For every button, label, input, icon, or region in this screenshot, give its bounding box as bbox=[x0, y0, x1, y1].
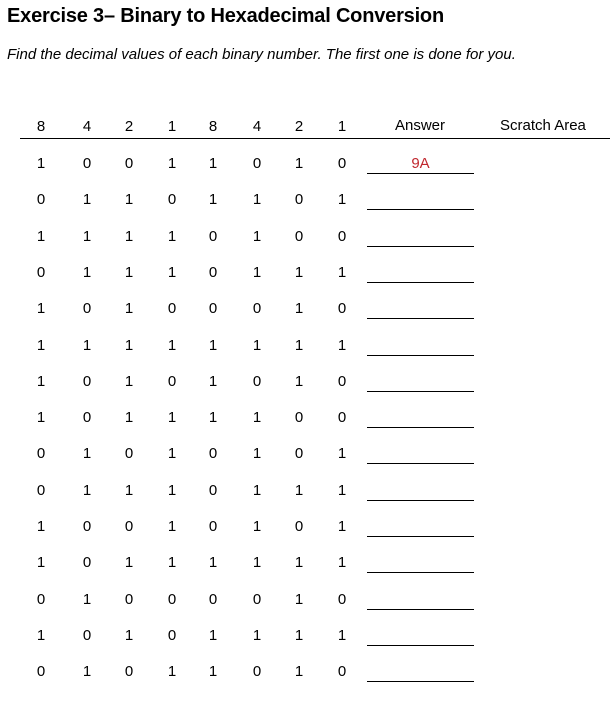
binary-digit: 1 bbox=[124, 300, 134, 318]
binary-digit: 1 bbox=[36, 155, 46, 172]
binary-digit: 1 bbox=[167, 554, 177, 572]
table-row bbox=[0, 590, 610, 614]
table-row bbox=[0, 227, 610, 251]
binary-digit: 0 bbox=[167, 626, 177, 644]
answer-blank[interactable] bbox=[367, 336, 474, 356]
binary-digit: 1 bbox=[82, 445, 92, 463]
binary-digit: 0 bbox=[36, 481, 46, 499]
answer-blank[interactable] bbox=[367, 481, 474, 501]
header-divider bbox=[20, 138, 610, 139]
binary-digit: 0 bbox=[294, 227, 304, 245]
binary-digit: 0 bbox=[294, 445, 304, 463]
binary-digit: 0 bbox=[337, 372, 347, 390]
binary-digit: 0 bbox=[82, 409, 92, 427]
binary-digit: 1 bbox=[252, 263, 262, 281]
binary-digit: 1 bbox=[294, 663, 304, 681]
table-row bbox=[0, 372, 610, 396]
binary-digit: 0 bbox=[82, 372, 92, 390]
binary-digit: 1 bbox=[208, 663, 218, 681]
binary-digit: 1 bbox=[124, 372, 134, 390]
binary-digit: 0 bbox=[337, 300, 347, 318]
table-row bbox=[0, 444, 610, 468]
answer-blank[interactable] bbox=[367, 444, 474, 464]
binary-digit: 0 bbox=[82, 626, 92, 644]
binary-digit: 1 bbox=[82, 336, 92, 354]
binary-digit: 0 bbox=[82, 554, 92, 572]
binary-digit: 0 bbox=[124, 155, 134, 172]
binary-digit: 0 bbox=[36, 663, 46, 681]
scratch-area-header: Scratch Area bbox=[500, 117, 586, 134]
page-title: Exercise 3– Binary to Hexadecimal Conversion bbox=[7, 5, 444, 27]
binary-digit: 1 bbox=[208, 336, 218, 354]
binary-digit: 0 bbox=[294, 518, 304, 535]
binary-digit: 1 bbox=[167, 445, 177, 463]
binary-digit: 1 bbox=[36, 300, 46, 318]
binary-digit: 1 bbox=[252, 227, 262, 245]
binary-digit: 1 bbox=[294, 336, 304, 354]
binary-digit: 1 bbox=[82, 590, 92, 608]
answer-blank[interactable] bbox=[367, 263, 474, 283]
binary-digit: 0 bbox=[208, 590, 218, 608]
binary-digit: 1 bbox=[337, 263, 347, 281]
binary-digit: 1 bbox=[252, 554, 262, 572]
binary-digit: 0 bbox=[337, 663, 347, 681]
binary-digit: 0 bbox=[124, 445, 134, 463]
binary-digit: 0 bbox=[167, 372, 177, 390]
binary-digit: 1 bbox=[337, 626, 347, 644]
binary-digit: 0 bbox=[36, 263, 46, 281]
binary-digit: 0 bbox=[82, 300, 92, 318]
binary-digit: 1 bbox=[337, 336, 347, 354]
binary-digit: 1 bbox=[36, 554, 46, 572]
binary-digit: 1 bbox=[82, 263, 92, 281]
binary-digit: 1 bbox=[252, 626, 262, 644]
place-value-header: 1 bbox=[337, 118, 347, 135]
binary-digit: 1 bbox=[167, 263, 177, 281]
place-value-header: 8 bbox=[36, 118, 46, 135]
binary-digit: 1 bbox=[124, 409, 134, 427]
binary-digit: 1 bbox=[294, 554, 304, 572]
binary-digit: 1 bbox=[124, 481, 134, 499]
binary-digit: 1 bbox=[167, 518, 177, 535]
binary-digit: 1 bbox=[252, 481, 262, 499]
binary-digit: 1 bbox=[294, 263, 304, 281]
binary-digit: 1 bbox=[294, 481, 304, 499]
answer-blank[interactable] bbox=[367, 662, 474, 682]
binary-digit: 0 bbox=[36, 191, 46, 209]
binary-digit: 1 bbox=[294, 300, 304, 318]
table-row bbox=[0, 517, 610, 541]
table-row bbox=[0, 263, 610, 287]
answer-blank[interactable] bbox=[367, 408, 474, 428]
binary-digit: 1 bbox=[208, 372, 218, 390]
binary-digit: 0 bbox=[208, 481, 218, 499]
place-value-header: 2 bbox=[294, 118, 304, 135]
binary-digit: 0 bbox=[337, 155, 347, 172]
binary-digit: 1 bbox=[337, 481, 347, 499]
binary-digit: 1 bbox=[82, 191, 92, 209]
binary-digit: 1 bbox=[36, 336, 46, 354]
binary-digit: 1 bbox=[167, 227, 177, 245]
binary-digit: 0 bbox=[167, 300, 177, 318]
binary-digit: 1 bbox=[36, 409, 46, 427]
binary-digit: 0 bbox=[252, 372, 262, 390]
binary-digit: 1 bbox=[124, 336, 134, 354]
binary-digit: 1 bbox=[252, 445, 262, 463]
table-row bbox=[0, 336, 610, 360]
place-value-header: 1 bbox=[167, 118, 177, 135]
binary-digit: 0 bbox=[294, 191, 304, 209]
answer-blank[interactable] bbox=[367, 227, 474, 247]
binary-digit: 1 bbox=[124, 263, 134, 281]
binary-digit: 1 bbox=[337, 518, 347, 535]
binary-digit: 0 bbox=[337, 227, 347, 245]
binary-digit: 1 bbox=[167, 336, 177, 354]
binary-digit: 0 bbox=[124, 590, 134, 608]
binary-digit: 0 bbox=[337, 590, 347, 608]
binary-digit: 1 bbox=[167, 481, 177, 499]
binary-digit: 1 bbox=[36, 227, 46, 245]
binary-digit: 0 bbox=[82, 518, 92, 535]
binary-digit: 1 bbox=[294, 155, 304, 172]
binary-digit: 1 bbox=[124, 191, 134, 209]
table-row bbox=[0, 626, 610, 650]
binary-digit: 0 bbox=[208, 518, 218, 535]
binary-digit: 1 bbox=[337, 191, 347, 209]
table-row bbox=[0, 662, 610, 686]
binary-digit: 0 bbox=[124, 518, 134, 535]
instructions: Find the decimal values of each binary number. The first one is done for you. bbox=[7, 46, 516, 63]
binary-digit: 1 bbox=[208, 191, 218, 209]
binary-digit: 1 bbox=[294, 372, 304, 390]
binary-digit: 1 bbox=[208, 626, 218, 644]
binary-digit: 1 bbox=[208, 409, 218, 427]
binary-digit: 0 bbox=[167, 590, 177, 608]
binary-digit: 0 bbox=[252, 300, 262, 318]
binary-digit: 1 bbox=[252, 518, 262, 535]
answer-blank[interactable] bbox=[367, 517, 474, 537]
binary-digit: 1 bbox=[167, 409, 177, 427]
place-value-header: 8 bbox=[208, 118, 218, 135]
binary-digit: 0 bbox=[252, 663, 262, 681]
table-row bbox=[0, 481, 610, 505]
binary-digit: 0 bbox=[167, 191, 177, 209]
binary-digit: 1 bbox=[36, 626, 46, 644]
binary-digit: 0 bbox=[208, 263, 218, 281]
binary-digit: 1 bbox=[82, 227, 92, 245]
place-value-header: 4 bbox=[252, 118, 262, 135]
binary-digit: 0 bbox=[208, 300, 218, 318]
binary-digit: 1 bbox=[36, 372, 46, 390]
answer-blank[interactable] bbox=[367, 190, 474, 210]
binary-digit: 1 bbox=[252, 336, 262, 354]
answer-blank[interactable] bbox=[367, 299, 474, 319]
binary-digit: 0 bbox=[208, 445, 218, 463]
table-row bbox=[0, 553, 610, 577]
binary-digit: 1 bbox=[124, 554, 134, 572]
binary-digit: 1 bbox=[208, 155, 218, 172]
binary-digit: 1 bbox=[208, 554, 218, 572]
answer-blank[interactable] bbox=[367, 626, 474, 646]
binary-digit: 0 bbox=[252, 590, 262, 608]
place-value-header: 4 bbox=[82, 118, 92, 135]
table-row bbox=[0, 190, 610, 214]
binary-digit: 1 bbox=[36, 518, 46, 535]
binary-digit: 1 bbox=[82, 663, 92, 681]
table-row bbox=[0, 154, 610, 178]
binary-digit: 0 bbox=[337, 409, 347, 427]
answer-blank[interactable] bbox=[367, 372, 474, 392]
binary-digit: 0 bbox=[252, 155, 262, 172]
binary-digit: 1 bbox=[124, 626, 134, 644]
binary-digit: 1 bbox=[294, 590, 304, 608]
table-row bbox=[0, 408, 610, 432]
binary-digit: 1 bbox=[294, 626, 304, 644]
binary-digit: 1 bbox=[337, 445, 347, 463]
binary-digit: 0 bbox=[82, 155, 92, 172]
binary-digit: 1 bbox=[82, 481, 92, 499]
binary-digit: 0 bbox=[124, 663, 134, 681]
binary-digit: 0 bbox=[208, 227, 218, 245]
place-value-header: 2 bbox=[124, 118, 134, 135]
binary-digit: 1 bbox=[167, 155, 177, 172]
example-answer: 9A bbox=[367, 154, 474, 174]
binary-digit: 0 bbox=[36, 445, 46, 463]
binary-digit: 1 bbox=[167, 663, 177, 681]
answer-blank[interactable] bbox=[367, 590, 474, 610]
answer-blank[interactable] bbox=[367, 553, 474, 573]
answer-column-header: Answer bbox=[394, 117, 446, 134]
binary-digit: 0 bbox=[294, 409, 304, 427]
binary-digit: 1 bbox=[124, 227, 134, 245]
binary-digit: 0 bbox=[36, 590, 46, 608]
binary-digit: 1 bbox=[252, 191, 262, 209]
binary-digit: 1 bbox=[337, 554, 347, 572]
binary-digit: 1 bbox=[252, 409, 262, 427]
table-header bbox=[0, 116, 610, 138]
table-row bbox=[0, 299, 610, 323]
